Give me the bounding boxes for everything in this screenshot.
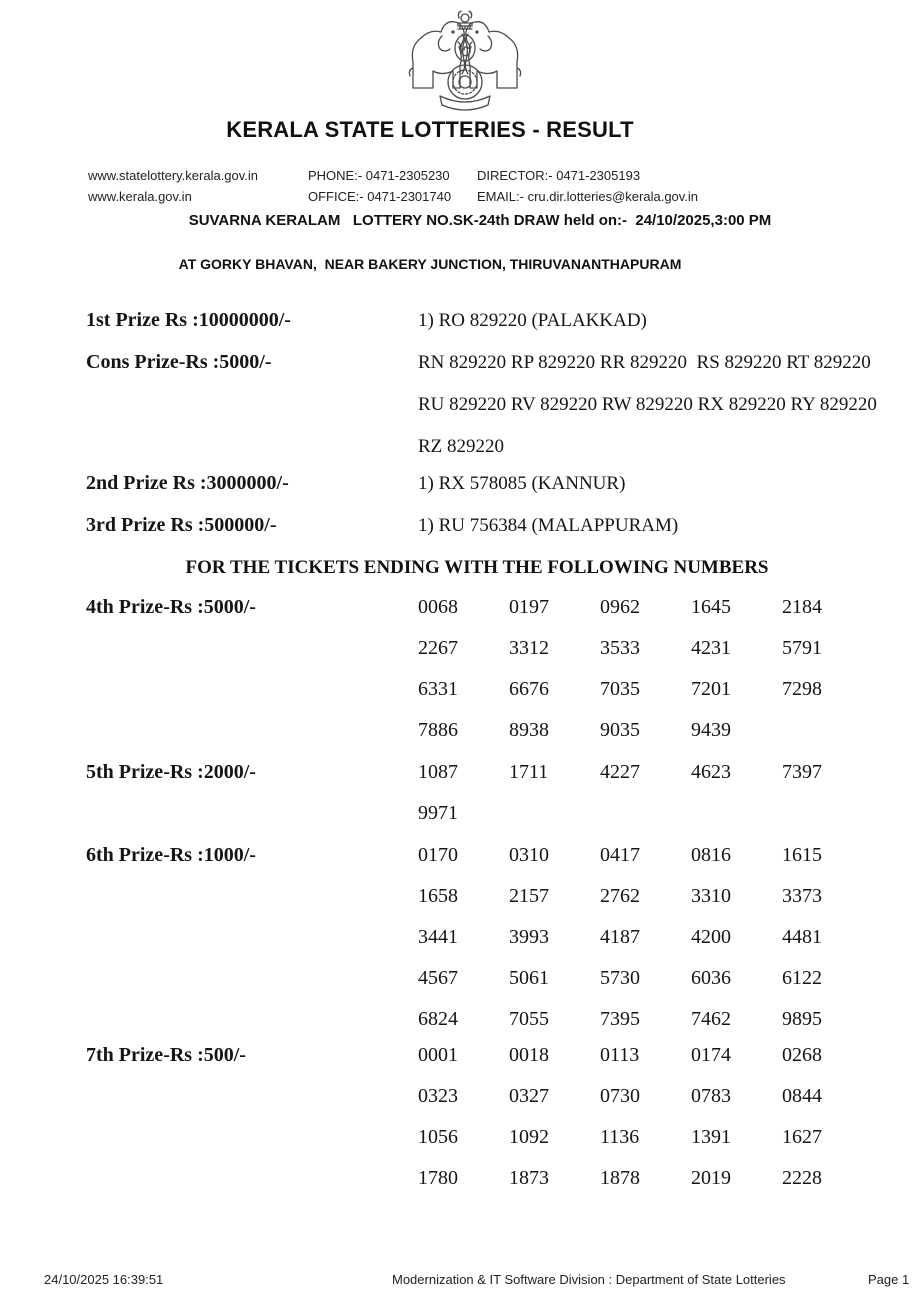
ticket-number: 0962 — [600, 596, 640, 618]
ticket-number: 1645 — [691, 596, 731, 618]
prize-winner-line: 1) RO 829220 (PALAKKAD) — [418, 310, 647, 331]
prize-section-6th — [0, 835, 922, 1040]
prize-label-consolation: Cons Prize-Rs :5000/- — [86, 351, 272, 373]
ticket-number-row — [418, 1076, 922, 1117]
ticket-number: 6036 — [691, 967, 731, 989]
ticket-number: 1092 — [509, 1126, 549, 1148]
ticket-number-row — [418, 999, 922, 1040]
ticket-number: 1391 — [691, 1126, 731, 1148]
director-number: DIRECTOR:- 0471-2305193 — [477, 168, 641, 183]
ticket-number: 0174 — [691, 1044, 731, 1066]
ticket-number: 1627 — [782, 1126, 822, 1148]
prize-label-6th: 6th Prize-Rs :1000/- — [86, 844, 256, 866]
ticket-number: 7201 — [691, 678, 731, 700]
ticket-number: 0170 — [418, 844, 458, 866]
ticket-number: 0730 — [600, 1085, 640, 1107]
prize-winner-line: RU 829220 RV 829220 RW 829220 RX 829220 RY 829220 — [418, 394, 877, 415]
ticket-number: 7055 — [509, 1008, 549, 1030]
ticket-number: 0268 — [782, 1044, 822, 1066]
ticket-number: 0113 — [600, 1044, 640, 1066]
ticket-number: 1615 — [782, 844, 822, 866]
prize-winners-1st — [418, 300, 922, 342]
contact-block — [0, 166, 922, 207]
ticket-number: 3310 — [691, 885, 731, 907]
ticket-number: 0816 — [691, 844, 731, 866]
ticket-number: 5730 — [600, 967, 640, 989]
ticket-number: 1658 — [418, 885, 458, 907]
conch-shell — [455, 35, 475, 61]
phone-number: PHONE:- 0471-2305230 — [308, 168, 450, 183]
prize-winners-2nd — [418, 463, 922, 505]
ticket-number: 1873 — [509, 1167, 549, 1189]
contact-row-1 — [0, 166, 922, 187]
ticket-number: 3441 — [418, 926, 458, 948]
ticket-number: 1056 — [418, 1126, 458, 1148]
ticket-number: 9971 — [418, 802, 458, 824]
prize-section-4th — [0, 587, 922, 751]
page-footer — [0, 1272, 922, 1290]
ticket-number: 7395 — [600, 1008, 640, 1030]
ticket-number: 4623 — [691, 761, 731, 783]
ticket-number: 7035 — [600, 678, 640, 700]
ticket-number: 4481 — [782, 926, 822, 948]
ticket-number: 0310 — [509, 844, 549, 866]
ticket-number: 6824 — [418, 1008, 458, 1030]
ticket-number-row — [418, 1117, 922, 1158]
prize-section-7th — [0, 1035, 922, 1199]
prize-label-4th: 4th Prize-Rs :5000/- — [86, 596, 256, 618]
ticket-number: 3312 — [509, 637, 549, 659]
ticket-number-row — [418, 1158, 922, 1199]
ribbon-banner — [440, 96, 490, 110]
prize-winner-line: RN 829220 RP 829220 RR 829220 RS 829220 RT 829220 — [418, 352, 871, 373]
ticket-number-row — [418, 876, 922, 917]
prize-section-3rd — [0, 505, 922, 547]
ticket-number: 4227 — [600, 761, 640, 783]
ticket-number: 9895 — [782, 1008, 822, 1030]
ticket-number: 3993 — [509, 926, 549, 948]
ticket-number: 7886 — [418, 719, 458, 741]
page-title: KERALA STATE LOTTERIES - RESULT — [226, 117, 634, 142]
ticket-numbers-6th — [418, 835, 922, 1040]
ticket-numbers-5th — [418, 752, 922, 834]
ticket-number: 4567 — [418, 967, 458, 989]
footer-division-text: Modernization & IT Software Division : Department of State Lotteries — [392, 1272, 786, 1287]
ticket-number: 9439 — [691, 719, 731, 741]
ticket-number: 5791 — [782, 637, 822, 659]
ticket-number: 8938 — [509, 719, 549, 741]
email-address: EMAIL:- cru.dir.lotteries@kerala.gov.in — [477, 188, 699, 204]
ticket-number: 9035 — [600, 719, 640, 741]
prize-section-consolation — [0, 342, 922, 468]
prize-section-5th — [0, 752, 922, 834]
prize-winner-line: 1) RU 756384 (MALAPPURAM) — [418, 515, 679, 536]
ticket-number: 2157 — [509, 885, 549, 907]
ticket-number: 0018 — [509, 1044, 549, 1066]
government-seal — [448, 65, 482, 99]
ticket-number-row — [418, 958, 922, 999]
ticket-number: 2228 — [782, 1167, 822, 1189]
ticket-number: 2019 — [691, 1167, 731, 1189]
ashoka-capital — [458, 11, 472, 29]
kerala-government-emblem-icon — [404, 8, 526, 114]
prize-label-3rd: 3rd Prize Rs :500000/- — [86, 514, 277, 536]
ticket-number: 0783 — [691, 1085, 731, 1107]
prize-winners-consolation — [418, 342, 922, 468]
website-kerala-link[interactable]: www.kerala.gov.in — [88, 188, 192, 204]
ticket-number-row — [418, 835, 922, 876]
office-number: OFFICE:- 0471-2301740 — [308, 188, 452, 204]
ticket-number: 7298 — [782, 678, 822, 700]
ticket-number: 4200 — [691, 926, 731, 948]
ticket-numbers-4th — [418, 587, 922, 751]
ticket-number-row — [418, 669, 922, 710]
ticket-number: 6331 — [418, 678, 458, 700]
prize-section-2nd — [0, 463, 922, 505]
ticket-number-row — [418, 587, 922, 628]
prize-label-5th: 5th Prize-Rs :2000/- — [86, 761, 256, 783]
prize-label-1st: 1st Prize Rs :10000000/- — [86, 309, 291, 331]
page-number: Page 1 — [868, 1272, 910, 1287]
ticket-number: 3373 — [782, 885, 822, 907]
website-statelottery-link[interactable]: www.statelottery.kerala.gov.in — [88, 168, 259, 183]
ticket-number: 2267 — [418, 637, 458, 659]
ticket-number: 7397 — [782, 761, 822, 783]
right-elephant — [462, 22, 521, 88]
ending-numbers-heading: FOR THE TICKETS ENDING WITH THE FOLLOWING NUMBERS — [185, 557, 769, 578]
left-elephant — [409, 22, 468, 88]
ticket-number-row — [418, 793, 922, 834]
ticket-number: 4231 — [691, 637, 731, 659]
lottery-draw-title: SUVARNA KERALAM LOTTERY NO.SK-24th DRAW held on:- 24/10/2025,3:00 PM — [188, 212, 772, 229]
prize-winners-3rd — [418, 505, 922, 547]
prize-winner-line: RZ 829220 — [418, 436, 505, 457]
ticket-number-row — [418, 917, 922, 958]
ticket-number: 4187 — [600, 926, 640, 948]
ticket-number: 0327 — [509, 1085, 549, 1107]
ticket-number-row — [418, 1035, 922, 1076]
draw-venue: AT GORKY BHAVAN, NEAR BAKERY JUNCTION, THIRUVANANTHAPURAM — [178, 256, 682, 272]
ticket-number: 6122 — [782, 967, 822, 989]
ticket-number-row — [418, 628, 922, 669]
ticket-number: 6676 — [509, 678, 549, 700]
ticket-number: 1878 — [600, 1167, 640, 1189]
contact-row-2 — [0, 187, 922, 208]
prize-winner-line: 1) RX 578085 (KANNUR) — [418, 473, 626, 494]
ticket-number: 0417 — [600, 844, 640, 866]
ticket-number: 3533 — [600, 637, 640, 659]
ticket-number: 5061 — [509, 967, 549, 989]
prize-section-1st — [0, 300, 922, 342]
ticket-number: 1087 — [418, 761, 458, 783]
prize-label-2nd: 2nd Prize Rs :3000000/- — [86, 472, 289, 494]
ticket-number: 1136 — [600, 1126, 640, 1148]
ticket-numbers-7th — [418, 1035, 922, 1199]
print-timestamp: 24/10/2025 16:39:51 — [44, 1272, 164, 1287]
ticket-number: 7462 — [691, 1008, 731, 1030]
ticket-number: 1780 — [418, 1167, 458, 1189]
ticket-number: 1711 — [509, 761, 549, 783]
ticket-number: 0323 — [418, 1085, 458, 1107]
ticket-number: 2762 — [600, 885, 640, 907]
ticket-number: 0844 — [782, 1085, 822, 1107]
ticket-number-row — [418, 752, 922, 793]
ticket-number: 0001 — [418, 1044, 458, 1066]
prize-label-7th: 7th Prize-Rs :500/- — [86, 1044, 246, 1066]
ticket-number: 0197 — [509, 596, 549, 618]
ticket-number: 0068 — [418, 596, 458, 618]
ticket-number-row — [418, 710, 922, 751]
ticket-number: 2184 — [782, 596, 822, 618]
